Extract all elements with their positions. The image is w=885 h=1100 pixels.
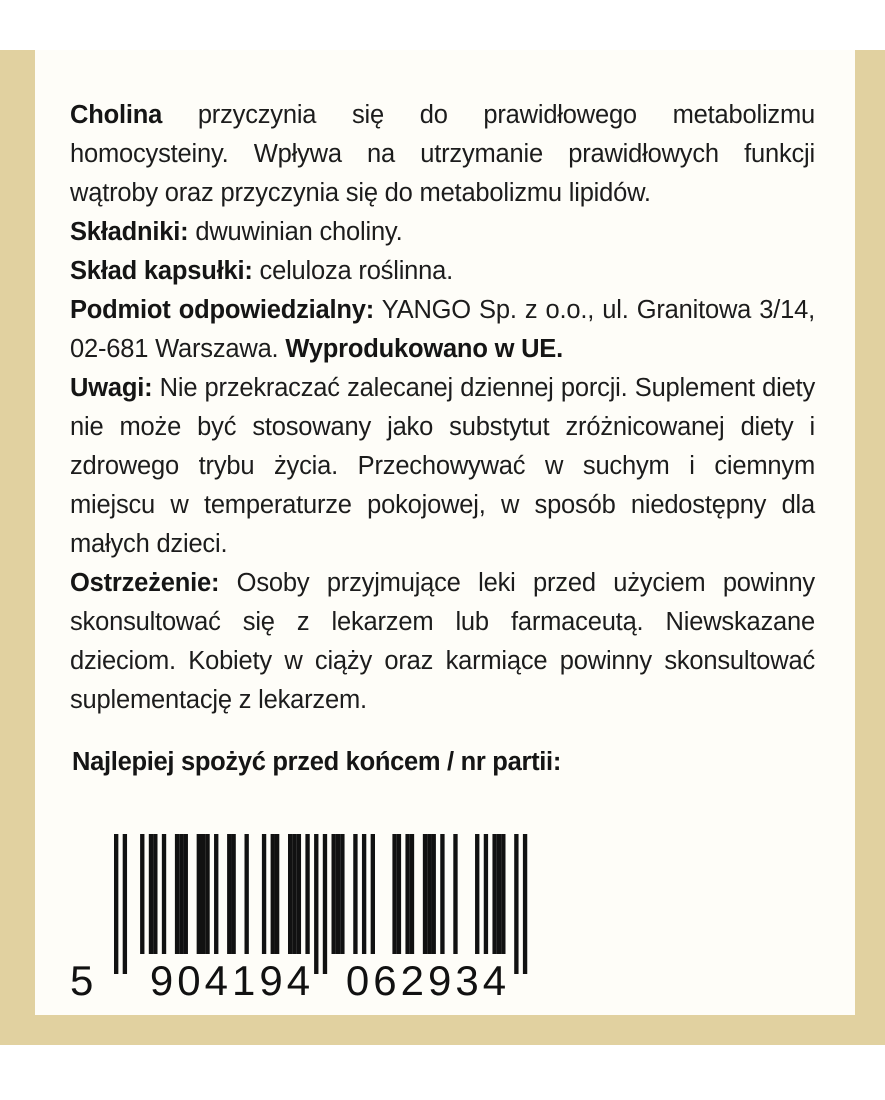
barcode-bars: [114, 834, 527, 974]
barcode-guard-bar: [323, 834, 327, 974]
barcode-guard-bar: [514, 834, 518, 974]
ingredients-text: dwuwinian choliny.: [188, 218, 403, 246]
barcode-bar: [497, 834, 501, 954]
barcode-bar: [227, 834, 231, 954]
barcode-bar: [405, 834, 409, 954]
barcode-bar: [453, 834, 457, 954]
frame-border-bottom: [0, 1015, 885, 1045]
barcode-bar: [440, 834, 444, 954]
barcode-bar: [245, 834, 249, 954]
barcode-guard-bar: [123, 834, 127, 974]
barcode-bar: [305, 834, 309, 954]
barcode-left-digits: 904194: [149, 957, 315, 1003]
barcode-guard-bar: [114, 834, 118, 974]
barcode-bar: [501, 834, 505, 954]
paragraph-cholina: [70, 96, 815, 213]
paragraph-capsule: [70, 252, 815, 291]
barcode-bar: [336, 834, 340, 954]
barcode-bar: [197, 834, 201, 954]
paragraph-responsible-entity: [70, 291, 815, 369]
paragraph-notes: [70, 369, 815, 564]
barcode-bar: [214, 834, 218, 954]
barcode-bar: [397, 834, 401, 954]
barcode-bar: [332, 834, 336, 954]
barcode-bar: [271, 834, 275, 954]
barcode-bar: [340, 834, 344, 954]
barcode-bar: [362, 834, 366, 954]
barcode-bar: [392, 834, 396, 954]
barcode-bar: [275, 834, 279, 954]
made-in-eu: Wyprodukowano w UE.: [285, 335, 564, 363]
barcode-graphic: [66, 828, 536, 1003]
barcode-bar: [149, 834, 153, 954]
notes-text: Nie przekraczać zalecanej dziennej porcji. Suplement diety nie może być stosowany jako substytut zróżnicowanej diety i zdrowego trybu życia. Przechowywać w suchym i ciemnym miejscu w temperaturze pokojowej, w sposób niedostępny dla małych dzieci.: [70, 374, 815, 558]
warning-text: Osoby przyjmujące leki przed użyciem powinny skonsultować się z lekarzem lub farmaceutą. Niewskazane dzieciom. Kobiety w ciąży oraz karmiące powinny skonsultować suplementację z lekarzem.: [70, 569, 815, 714]
capsule-text: celuloza roślinna.: [252, 257, 453, 285]
barcode-bar: [292, 834, 296, 954]
barcode-bar: [175, 834, 179, 954]
product-information: [70, 96, 815, 720]
barcode-bar: [353, 834, 357, 954]
barcode-first-digit: 5: [70, 957, 94, 1003]
barcode-bar: [423, 834, 427, 954]
warning-label: Ostrzeżenie:: [70, 569, 220, 597]
responsible-entity-label: Podmiot odpowiedzialny:: [70, 296, 375, 324]
barcode-right-digits: 062934: [345, 957, 511, 1003]
barcode-bar: [371, 834, 375, 954]
notes-label: Uwagi:: [70, 374, 153, 402]
cholina-label: Cholina: [70, 101, 163, 129]
barcode-bar: [427, 834, 431, 954]
frame-border-left: [0, 50, 35, 1045]
best-before-label: Najlepiej spożyć przed końcem / nr partii:: [72, 748, 562, 776]
barcode-bar: [432, 834, 436, 954]
barcode-bar: [162, 834, 166, 954]
barcode-bar: [262, 834, 266, 954]
barcode-bar: [492, 834, 496, 954]
barcode-bar: [205, 834, 209, 954]
barcode-bar: [179, 834, 183, 954]
barcode-bar: [475, 834, 479, 954]
barcode-bar: [297, 834, 301, 954]
paragraph-warning: [70, 564, 815, 720]
barcode-bar: [201, 834, 205, 954]
barcode-bar: [184, 834, 188, 954]
paragraph-ingredients: [70, 213, 815, 252]
barcode-bar: [140, 834, 144, 954]
capsule-label: Skład kapsułki:: [70, 257, 253, 285]
barcode-bar: [153, 834, 157, 954]
barcode-bar: [231, 834, 235, 954]
responsible-entity-text: YANGO Sp. z o.o., ul. Granitowa 3/14, 02-681 Warszawa.: [70, 296, 815, 363]
barcode-guard-bar: [314, 834, 318, 974]
cholina-text: przyczynia się do prawidłowego metabolizmu homocysteiny. Wpływa na utrzymanie prawidłowych funkcji wątroby oraz przyczynia się do metabolizmu lipidów.: [70, 101, 815, 207]
barcode-bar: [484, 834, 488, 954]
barcode-bar: [410, 834, 414, 954]
frame-border-right: [855, 50, 885, 1045]
ingredients-label: Składniki:: [70, 218, 189, 246]
barcode-guard-bar: [523, 834, 527, 974]
barcode-bar: [288, 834, 292, 954]
ean-barcode: [66, 828, 536, 1003]
